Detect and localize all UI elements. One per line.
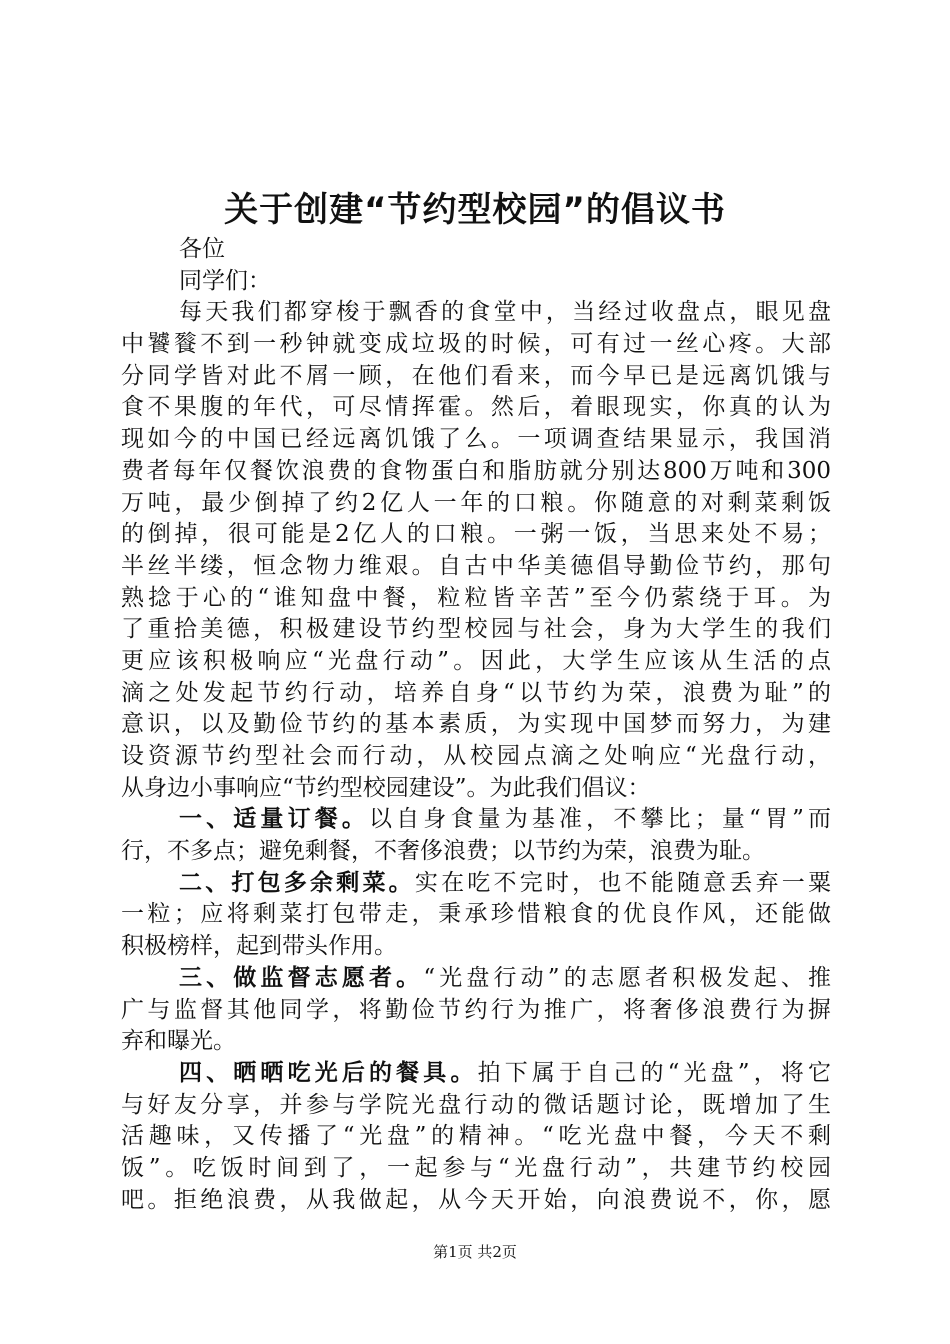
proposal-item-line: 吧。拒绝浪费，从我做起，从今天开始，向浪费说不，你，愿 [121,1186,831,1213]
proposal-item-heading: 二、打包多余剩菜。 [179,869,415,896]
intro-line: 意识，以及勤俭节约的基本素质，为实现中国梦而努力，为建 [121,711,831,738]
proposal-item-line: 积极榜样，起到带头作用。 [121,933,397,960]
proposal-item-line: 弃和曝光。 [121,1028,236,1055]
proposal-item-3-first-line [121,963,831,995]
proposal-item-heading: 一、适量订餐。 [179,806,370,833]
proposal-item-line: 广与监督其他同学，将勤俭节约行为推广，将奢侈浪费行为摒 [121,996,831,1023]
salutation-line-1: 各位 [179,236,225,262]
proposal-item-4-first-line [121,1058,831,1090]
proposal-item-text: 拍下属于自己的“光盘”，将它 [477,1059,831,1086]
proposal-item-text: 实在吃不完时，也不能随意丢弃一粟 [414,869,831,896]
intro-line: 了重拾美德，积极建设节约型校园与社会，身为大学生的我们 [121,616,831,643]
proposal-item-2-first-line [121,868,831,900]
proposal-item-line: 行，不多点；避免剩餐，不奢侈浪费；以节约为荣，浪费为耻。 [121,838,765,865]
intro-line: 从身边小事响应“节约型校园建设”。为此我们倡议： [121,774,651,801]
intro-line: 滴之处发起节约行动，培养自身“以节约为荣，浪费为耻”的 [121,679,831,706]
proposal-item-text: 以自身食量为基准，不攀比；量“胃”而 [369,806,831,833]
proposal-item-1-first-line [121,804,831,836]
proposal-item-heading: 四、晒晒吃光后的餐具。 [179,1059,478,1086]
proposal-item-line: 一粒；应将剩菜打包带走，秉承珍惜粮食的优良作风，还能做 [121,901,831,928]
intro-line: 费者每年仅餐饮浪费的食物蛋白和脂肪就分别达800万吨和300 [121,457,831,484]
intro-line: 中饕餮不到一秒钟就变成垃圾的时候，可有过一丝心疼。大部 [121,331,831,358]
intro-line: 食不果腹的年代，可尽情挥霍。然后，着眼现实，你真的认为 [121,394,831,421]
page-footer: 第1页 共2页 [433,1243,517,1261]
intro-line: 更应该积极响应“光盘行动”。因此，大学生应该从生活的点 [121,647,831,674]
proposal-item-line: 活趣味，又传播了“光盘”的精神。“吃光盘中餐，今天不剩 [121,1123,831,1150]
proposal-item-line: 饭”。吃饭时间到了，一起参与“光盘行动”，共建节约校园 [121,1154,831,1181]
intro-line: 半丝半缕，恒念物力维艰。自古中华美德倡导勤俭节约，那句 [121,552,831,579]
intro-line: 现如今的中国已经远离饥饿了么。一项调查结果显示，我国消 [121,426,831,453]
document-body [121,234,831,1216]
intro-line: 熟捻于心的“谁知盘中餐，粒粒皆辛苦”至今仍萦绕于耳。为 [121,584,831,611]
intro-line: 设资源节约型社会而行动，从校园点滴之处响应“光盘行动， [121,743,831,769]
proposal-item-line: 与好友分享，并参与学院光盘行动的微话题讨论，既增加了生 [121,1091,831,1118]
intro-line: 每天我们都穿梭于飘香的食堂中，当经过收盘点，眼见盘 [179,299,831,326]
proposal-item-text: “光盘行动”的志愿者积极发起、推 [423,964,831,991]
intro-line: 的倒掉，很可能是2亿人的口粮。一粥一饭，当思来处不易； [121,521,831,548]
intro-line: 分同学皆对此不屑一顾，在他们看来，而今早已是远离饥饿与 [121,362,831,389]
intro-line: 万吨，最少倒掉了约2亿人一年的口粮。你随意的对剩菜剩饭 [121,489,831,516]
salutation-line-2: 同学们： [179,267,271,294]
proposal-item-heading: 三、做监督志愿者。 [179,964,424,991]
page-title: 关于创建“节约型校园”的倡议书 [224,190,726,230]
